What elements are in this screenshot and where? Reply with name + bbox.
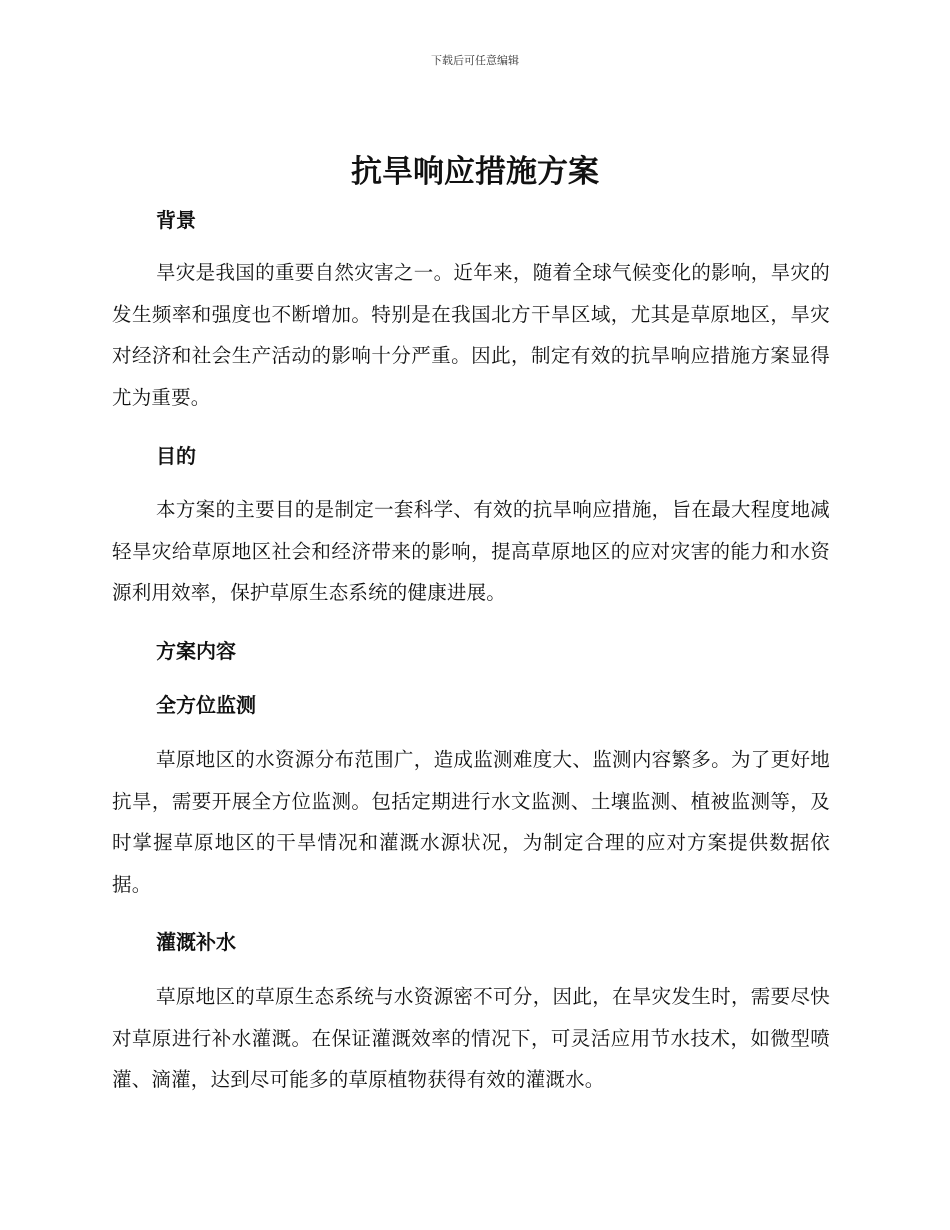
section-heading-irrigation: 灌溉补水 bbox=[156, 930, 236, 954]
section-paragraph-irrigation: 草原地区的草原生态系统与水资源密不可分，因此，在旱灾发生时，需要尽快对草原进行补水灌溉。在保证灌溉效率的情况下，可灵活应用节水技术，如微型喷灌、滴灌，达到尽可能多的草原植物获得有效的灌溉水。 bbox=[112, 985, 830, 1091]
section-heading-purpose: 目的 bbox=[156, 444, 196, 468]
section-paragraph-monitoring: 草原地区的水资源分布范围广，造成监测难度大、监测内容繁多。为了更好地抗旱，需要开展全方位监测。包括定期进行水文监测、土壤监测、植被监测等，及时掌握草原地区的干旱情况和灌溉水源状况，为制定合理的应对方案提供数据依据。 bbox=[112, 748, 830, 896]
section-paragraph-background: 旱灾是我国的重要自然灾害之一。近年来，随着全球气候变化的影响，旱灾的发生频率和强度也不断增加。特别是在我国北方干旱区域，尤其是草原地区，旱灾对经济和社会生产活动的影响十分严重。因此，制定有效的抗旱响应措施方案显得尤为重要。 bbox=[112, 261, 830, 409]
header-note: 下载后可任意编辑 bbox=[431, 54, 519, 67]
document-title: 抗旱响应措施方案 bbox=[351, 154, 599, 190]
section-paragraph-purpose: 本方案的主要目的是制定一套科学、有效的抗旱响应措施，旨在最大程度地减轻旱灾给草原地区社会和经济带来的影响，提高草原地区的应对灾害的能力和水资源利用效率，保护草原生态系统的健康进展。 bbox=[112, 498, 830, 604]
section-heading-background: 背景 bbox=[156, 208, 196, 232]
section-heading-plan-content: 方案内容 bbox=[156, 639, 236, 663]
section-heading-monitoring: 全方位监测 bbox=[156, 693, 256, 717]
